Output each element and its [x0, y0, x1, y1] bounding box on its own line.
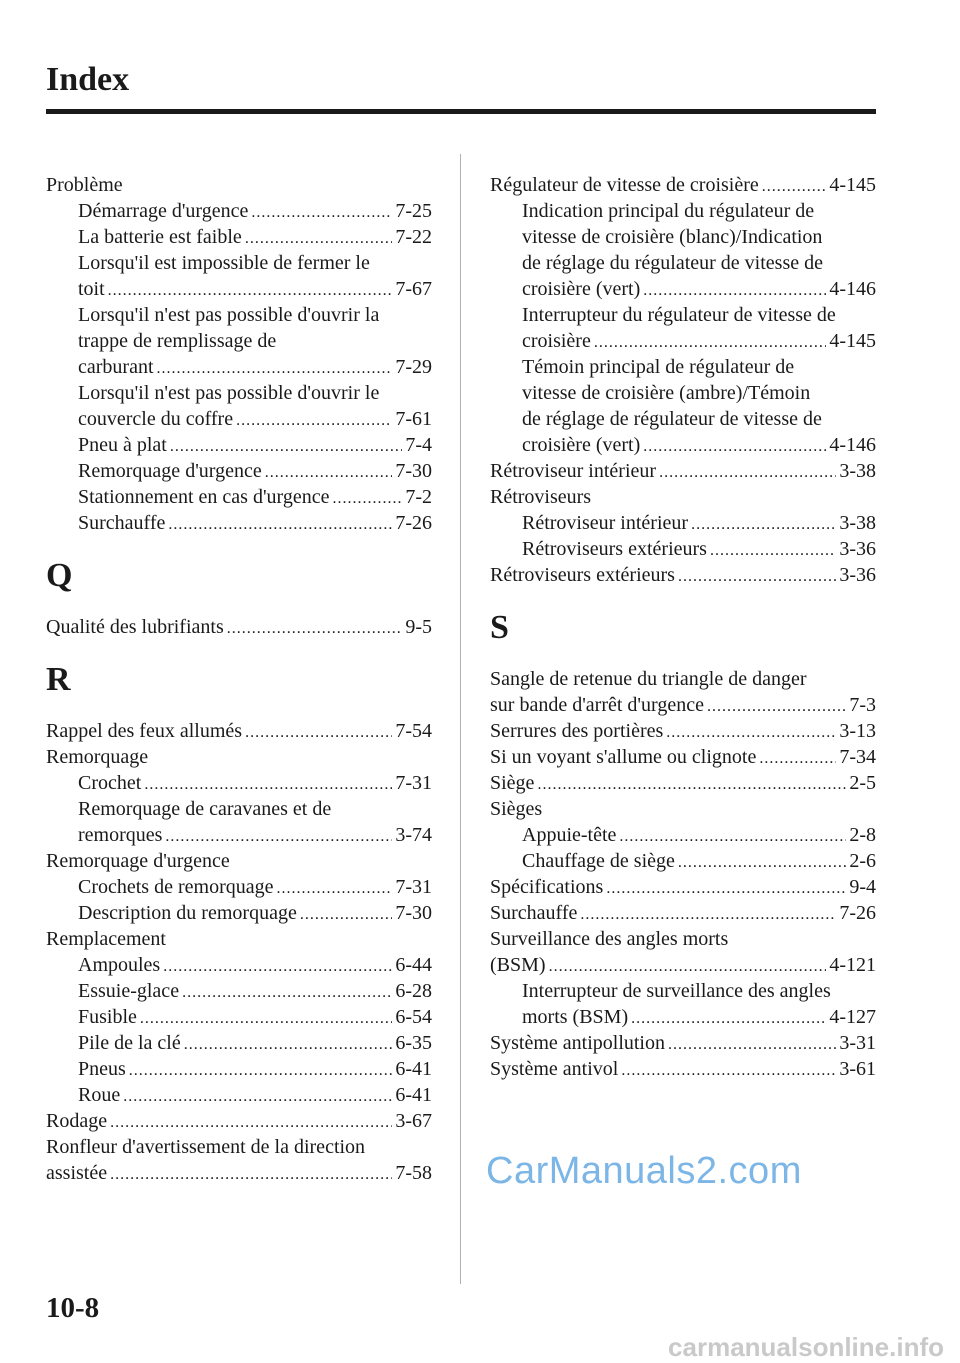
index-entry	[46, 744, 432, 770]
index-subentry	[490, 978, 876, 1004]
entry-text: Rappel des feux allumés	[46, 720, 243, 742]
dot-leader	[537, 772, 846, 798]
index-subentry	[46, 770, 432, 796]
page-reference: 4-145	[829, 330, 876, 352]
dot-leader	[619, 824, 846, 850]
dot-leader	[659, 460, 836, 486]
dot-leader	[643, 278, 826, 304]
entry-text: Témoin principal de régulateur de	[522, 356, 795, 378]
page-reference: 6-44	[395, 954, 432, 976]
entry-text: Siège	[490, 772, 535, 794]
entry-text: Lorsqu'il n'est pas possible d'ouvrir le	[78, 382, 380, 404]
index-subentry	[490, 822, 876, 848]
section-letter: R	[46, 661, 71, 698]
entry-text: remorques	[78, 824, 163, 846]
index-entry	[490, 744, 876, 770]
page-reference: 4-146	[829, 278, 876, 300]
entry-text: croisière (vert)	[522, 434, 641, 456]
page-reference: 6-28	[395, 980, 432, 1002]
entry-text: Ampoules	[78, 954, 161, 976]
index-subentry	[490, 354, 876, 380]
index-entry	[490, 666, 876, 692]
dot-leader	[549, 954, 827, 980]
index-subentry	[46, 1082, 432, 1108]
dot-leader	[762, 174, 827, 200]
dot-leader	[129, 1058, 393, 1084]
entry-text: Serrures des portières	[490, 720, 664, 742]
entry-text: Description du remorquage	[78, 902, 297, 924]
index-entry	[46, 1160, 432, 1186]
index-entry	[490, 796, 876, 822]
entry-text: Système antivol	[490, 1058, 619, 1080]
index-entry	[490, 770, 876, 796]
dot-leader	[710, 538, 836, 564]
entry-text: Sièges	[490, 798, 543, 820]
entry-text: Crochets de remorquage	[78, 876, 274, 898]
index-subentry	[490, 536, 876, 562]
entry-text: vitesse de croisière (ambre)/Témoin	[522, 382, 811, 404]
entry-text: Remorquage	[46, 746, 149, 768]
index-subentry	[46, 822, 432, 848]
dot-leader	[163, 954, 392, 980]
index-subentry	[490, 432, 876, 458]
page-reference: 7-26	[395, 512, 432, 534]
section-letter: Q	[46, 557, 73, 594]
page-reference: 4-145	[829, 174, 876, 196]
page-reference: 6-54	[395, 1006, 432, 1028]
entry-text: La batterie est faible	[78, 226, 242, 248]
dot-leader	[245, 226, 393, 252]
index-subentry	[490, 198, 876, 224]
index-subentry	[46, 224, 432, 250]
entry-text: trappe de remplissage de	[78, 330, 277, 352]
page-reference: 3-36	[839, 538, 876, 560]
index-subentry	[46, 354, 432, 380]
dot-leader	[157, 356, 393, 382]
index-subentry	[46, 796, 432, 822]
entry-text: Surveillance des angles morts	[490, 928, 729, 950]
index-subentry	[46, 1056, 432, 1082]
entry-text: Si un voyant s'allume ou clignote	[490, 746, 757, 768]
entry-text: couvercle du coffre	[78, 408, 234, 430]
index-entry	[490, 692, 876, 718]
dot-leader	[666, 720, 836, 746]
index-subentry	[490, 302, 876, 328]
entry-text: Lorsqu'il est impossible de fermer le	[78, 252, 370, 274]
entry-text: Rétroviseur intérieur	[522, 512, 689, 534]
index-subentry	[46, 406, 432, 432]
entry-text: Surchauffe	[490, 902, 578, 924]
section-letter: S	[490, 609, 509, 646]
index-subentry	[490, 406, 876, 432]
dot-leader	[759, 746, 836, 772]
page-reference: 9-5	[405, 616, 432, 638]
index-entry	[490, 952, 876, 978]
page-reference: 9-4	[849, 876, 876, 898]
entry-text: Stationnement en cas d'urgence	[78, 486, 330, 508]
page-reference: 7-3	[849, 694, 876, 716]
entry-text: Ronfleur d'avertissement de la direction	[46, 1136, 366, 1158]
dot-leader	[631, 1006, 826, 1032]
dot-leader	[594, 330, 826, 356]
entry-text: vitesse de croisière (blanc)/Indication	[522, 226, 823, 248]
right-index-column	[490, 172, 876, 1082]
page-reference: 2-5	[849, 772, 876, 794]
entry-text: assistée	[46, 1162, 108, 1184]
index-subentry	[46, 952, 432, 978]
index-subentry	[46, 250, 432, 276]
index-subentry	[46, 978, 432, 1004]
index-entry	[46, 718, 432, 744]
page-reference: 7-30	[395, 902, 432, 924]
index-entry	[490, 172, 876, 198]
entry-text: Pneu à plat	[78, 434, 167, 456]
entry-text: Remplacement	[46, 928, 166, 950]
page-reference: 7-34	[839, 746, 876, 768]
page-reference: 7-30	[395, 460, 432, 482]
dot-leader	[110, 1110, 392, 1136]
entry-text: Démarrage d'urgence	[78, 200, 249, 222]
page-reference: 3-74	[395, 824, 432, 846]
page-reference: 7-31	[395, 876, 432, 898]
page-reference: 7-2	[405, 486, 432, 508]
page-reference: 4-146	[829, 434, 876, 456]
entry-text: carburant	[78, 356, 154, 378]
entry-text: Remorquage de caravanes et de	[78, 798, 332, 820]
entry-text: Spécifications	[490, 876, 604, 898]
entry-text: Rétroviseur intérieur	[490, 460, 657, 482]
entry-text: Remorquage d'urgence	[46, 850, 230, 872]
dot-leader	[236, 408, 392, 434]
page-reference: 6-41	[395, 1058, 432, 1080]
dot-leader	[332, 486, 402, 512]
index-subentry	[46, 1030, 432, 1056]
index-entry	[46, 1134, 432, 1160]
page-reference: 4-121	[829, 954, 876, 976]
page-reference: 3-38	[839, 460, 876, 482]
index-entry	[46, 848, 432, 874]
entry-text: croisière (vert)	[522, 278, 641, 300]
entry-text: Problème	[46, 174, 123, 196]
dot-leader	[165, 824, 392, 850]
entry-text: Régulateur de vitesse de croisière	[490, 174, 759, 196]
page-reference: 3-31	[839, 1032, 876, 1054]
entry-text: Système antipollution	[490, 1032, 665, 1054]
page-reference: 2-8	[849, 824, 876, 846]
page-reference: 7-25	[395, 200, 432, 222]
page-number: 10-8	[46, 1292, 100, 1324]
dot-leader	[110, 1162, 392, 1188]
column-divider	[460, 154, 461, 1284]
index-entry	[490, 562, 876, 588]
page-title: Index	[46, 61, 130, 98]
index-subentry	[46, 198, 432, 224]
index-subentry	[490, 276, 876, 302]
watermark-logo: CarManuals2.com	[486, 1150, 802, 1192]
page-reference: 7-67	[395, 278, 432, 300]
index-entry	[490, 874, 876, 900]
dot-leader	[144, 772, 392, 798]
entry-text: Indication principal du régulateur de	[522, 200, 815, 222]
dot-leader	[108, 278, 393, 304]
index-entry	[490, 484, 876, 510]
dot-leader	[227, 616, 403, 642]
dot-leader	[245, 720, 392, 746]
index-entry	[490, 1056, 876, 1082]
page-reference: 4-127	[829, 1006, 876, 1028]
index-subentry	[490, 380, 876, 406]
entry-text: Fusible	[78, 1006, 137, 1028]
entry-text: de réglage du régulateur de vitesse de	[522, 252, 823, 274]
index-subentry	[46, 510, 432, 536]
index-entry	[46, 172, 432, 198]
page-reference: 7-54	[395, 720, 432, 742]
entry-text: Pneus	[78, 1058, 126, 1080]
entry-text: morts (BSM)	[522, 1006, 629, 1028]
index-entry	[490, 926, 876, 952]
page-reference: 3-13	[839, 720, 876, 742]
dot-leader	[643, 434, 826, 460]
footer-site-watermark: carmanualsonline.info	[668, 1332, 944, 1362]
entry-text: Interrupteur de surveillance des angles	[522, 980, 831, 1002]
index-subentry	[490, 328, 876, 354]
index-entry	[490, 718, 876, 744]
dot-leader	[276, 876, 392, 902]
page-reference: 7-58	[395, 1162, 432, 1184]
index-subentry	[46, 458, 432, 484]
index-subentry	[46, 900, 432, 926]
index-subentry	[490, 510, 876, 536]
index-entry	[490, 458, 876, 484]
page-reference: 6-41	[395, 1084, 432, 1106]
page-reference: 7-26	[839, 902, 876, 924]
index-subentry	[46, 302, 432, 328]
entry-text: Crochet	[78, 772, 142, 794]
header-rule	[46, 109, 876, 114]
index-subentry	[46, 380, 432, 406]
page-reference: 6-35	[395, 1032, 432, 1054]
entry-text: sur bande d'arrêt d'urgence	[490, 694, 704, 716]
entry-text: croisière	[522, 330, 591, 352]
dot-leader	[300, 902, 393, 928]
dot-leader	[251, 200, 392, 226]
entry-text: Rétroviseurs	[490, 486, 592, 508]
index-subentry	[46, 1004, 432, 1030]
page-reference: 7-31	[395, 772, 432, 794]
index-entry	[46, 1108, 432, 1134]
page-reference: 3-36	[839, 564, 876, 586]
entry-text: toit	[78, 278, 105, 300]
page-reference: 7-61	[395, 408, 432, 430]
dot-leader	[668, 1032, 836, 1058]
page-reference: 7-29	[395, 356, 432, 378]
entry-text: de réglage de régulateur de vitesse de	[522, 408, 822, 430]
index-subentry	[490, 250, 876, 276]
entry-text: Rodage	[46, 1110, 108, 1132]
entry-text: Sangle de retenue du triangle de danger	[490, 668, 807, 690]
entry-text: Remorquage d'urgence	[78, 460, 262, 482]
index-subentry	[46, 874, 432, 900]
dot-leader	[182, 980, 392, 1006]
page-reference: 2-6	[849, 850, 876, 872]
index-entry	[46, 926, 432, 952]
index-entry	[490, 1030, 876, 1056]
index-subentry	[490, 1004, 876, 1030]
index-subentry	[46, 432, 432, 458]
index-subentry	[490, 224, 876, 250]
entry-text: Appuie-tête	[522, 824, 617, 846]
page-reference: 7-4	[405, 434, 432, 456]
entry-text: Qualité des lubrifiants	[46, 616, 224, 638]
page-reference: 7-22	[395, 226, 432, 248]
entry-text: (BSM)	[490, 954, 546, 976]
entry-text: Lorsqu'il n'est pas possible d'ouvrir la	[78, 304, 380, 326]
entry-text: Chauffage de siège	[522, 850, 675, 872]
entry-text: Roue	[78, 1084, 121, 1106]
dot-leader	[707, 694, 846, 720]
dot-leader	[123, 1084, 392, 1110]
dot-leader	[170, 434, 402, 460]
dot-leader	[678, 850, 846, 876]
entry-text: Essuie-glace	[78, 980, 180, 1002]
page-reference: 3-61	[839, 1058, 876, 1080]
entry-text: Rétroviseurs extérieurs	[522, 538, 707, 560]
dot-leader	[168, 512, 392, 538]
entry-text: Interrupteur du régulateur de vitesse de	[522, 304, 836, 326]
dot-leader	[606, 876, 846, 902]
dot-leader	[580, 902, 836, 928]
index-entry	[46, 614, 432, 640]
dot-leader	[140, 1006, 392, 1032]
index-entry	[490, 900, 876, 926]
index-subentry	[46, 328, 432, 354]
entry-text: Rétroviseurs extérieurs	[490, 564, 675, 586]
entry-text: Surchauffe	[78, 512, 166, 534]
entry-text: Pile de la clé	[78, 1032, 181, 1054]
dot-leader	[621, 1058, 836, 1084]
index-subentry	[490, 848, 876, 874]
dot-leader	[678, 564, 836, 590]
index-subentry	[46, 276, 432, 302]
page-reference: 3-38	[839, 512, 876, 534]
index-subentry	[46, 484, 432, 510]
dot-leader	[184, 1032, 393, 1058]
page-reference: 3-67	[395, 1110, 432, 1132]
dot-leader	[691, 512, 836, 538]
dot-leader	[265, 460, 393, 486]
left-index-column	[46, 172, 432, 1186]
